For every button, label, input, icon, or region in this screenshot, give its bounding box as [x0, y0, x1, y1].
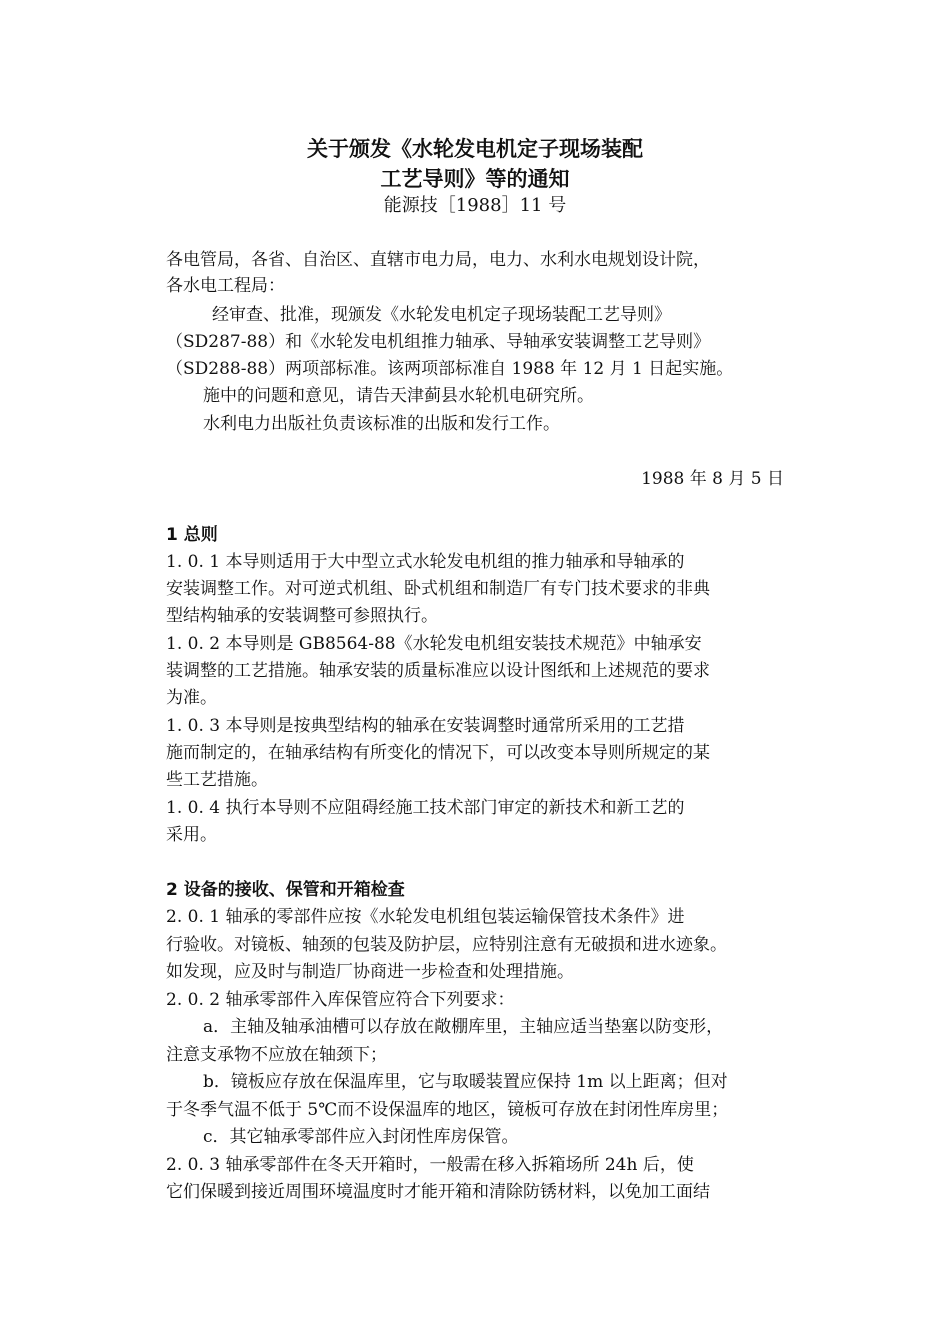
section-2-line: 2. 0. 2 轴承零部件入库保管应符合下列要求：: [166, 990, 515, 1010]
notice-paragraph-1-line-1: 经审查、批准，现颁发《水轮发电机定子现场装配工艺导则》: [212, 305, 671, 325]
notice-title-line-1: 关于颁发《水轮发电机定子现场装配: [307, 137, 643, 161]
section-1-line: 1. 0. 3 本导则是按典型结构的轴承在安装调整时通常所采用的工艺措: [166, 716, 685, 736]
notice-title-line-2: 工艺导则》等的通知: [380, 167, 570, 191]
section-2-line: 2. 0. 1 轴承的零部件应按《水轮发电机组包装运输保管技术条件》进: [166, 907, 685, 927]
section-1-line: 型结构轴承的安装调整可参照执行。: [166, 606, 438, 626]
section-2-line: 于冬季气温不低于 5℃而不设保温库的地区，镜板可存放在封闭性库房里；: [166, 1100, 729, 1120]
section-1-line: 装调整的工艺措施。轴承安装的质量标准应以设计图纸和上述规范的要求: [166, 661, 710, 681]
section-1-line: 1. 0. 4 执行本导则不应阻碍经施工技术部门审定的新技术和新工艺的: [166, 798, 685, 818]
section-2-heading: 2 设备的接收、保管和开箱检查: [166, 880, 405, 900]
section-1-line: 安装调整工作。对可逆式机组、卧式机组和制造厂有专门技术要求的非典: [166, 579, 710, 599]
section-2-line: 注意支承物不应放在轴颈下；: [166, 1045, 387, 1065]
section-1-line: 施而制定的，在轴承结构有所变化的情况下，可以改变本导则所规定的某: [166, 743, 710, 763]
document-number: 能源技［1988］11 号: [383, 195, 567, 216]
notice-paragraph-3: 水利电力出版社负责该标准的出版和发行工作。: [203, 414, 560, 434]
section-2-line: b．镜板应存放在保温库里，它与取暖装置应保持 1m 以上距离；但对: [203, 1072, 728, 1092]
section-2-line: 如发现，应及时与制造厂协商进一步检查和处理措施。: [166, 962, 574, 982]
notice-paragraph-2: 施中的问题和意见，请告天津蓟县水轮机电研究所。: [203, 386, 594, 406]
notice-paragraph-1-line-3: （SD288-88）两项部标准。该两项部标准自 1988 年 12 月 1 日起实施。: [166, 359, 734, 379]
addressee-line-1: 各电管局，各省、自治区、直辖市电力局，电力、水利水电规划设计院，: [166, 250, 710, 270]
section-1-line: 采用。: [166, 825, 217, 845]
section-1-line: 些工艺措施。: [166, 770, 268, 790]
addressee-line-2: 各水电工程局：: [166, 276, 285, 296]
notice-paragraph-1-line-2: （SD287-88）和《水轮发电机组推力轴承、导轴承安装调整工艺导则》: [166, 332, 711, 352]
section-2-line: 2. 0. 3 轴承零部件在冬天开箱时，一般需在移入拆箱场所 24h 后，使: [166, 1155, 694, 1175]
section-1-line: 为准。: [166, 688, 217, 708]
section-2-line: a．主轴及轴承油槽可以存放在敞棚库里，主轴应适当垫塞以防变形，: [203, 1017, 724, 1037]
section-2-line: c．其它轴承零部件应入封闭性库房保管。: [203, 1127, 519, 1147]
section-2-line: 行验收。对镜板、轴颈的包装及防护层，应特别注意有无破损和进水迹象。: [166, 935, 727, 955]
notice-date: 1988 年 8 月 5 日: [641, 469, 784, 489]
section-1-line: 1. 0. 2 本导则是 GB8564-88《水轮发电机组安装技术规范》中轴承安: [166, 634, 702, 654]
section-1-heading: 1 总则: [166, 525, 218, 545]
section-1-line: 1. 0. 1 本导则适用于大中型立式水轮发电机组的推力轴承和导轴承的: [166, 552, 685, 572]
section-2-line: 它们保暖到接近周围环境温度时才能开箱和清除防锈材料，以免加工面结: [166, 1182, 710, 1202]
